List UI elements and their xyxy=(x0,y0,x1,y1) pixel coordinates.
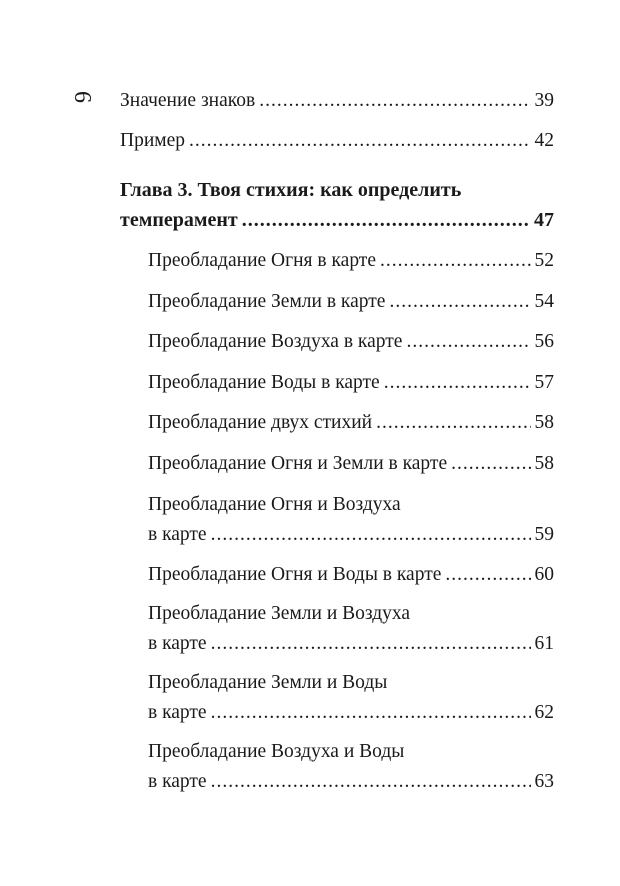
toc-entry-page: 63 xyxy=(534,771,554,792)
toc-entry-title: Преобладание Огня в карте xyxy=(148,250,376,271)
toc-entry-title-line2: темперамент xyxy=(120,209,238,231)
toc-entry-title: Преобладание двух стихий xyxy=(148,412,373,433)
dot-leader xyxy=(189,126,530,156)
toc-entry[interactable] xyxy=(148,668,554,728)
toc-entry[interactable] xyxy=(148,560,554,590)
toc-entry[interactable] xyxy=(148,449,554,479)
toc-entry[interactable] xyxy=(148,246,554,276)
dot-leader xyxy=(380,246,531,276)
toc-chapter-entry[interactable] xyxy=(120,175,554,235)
toc-entry-page: 59 xyxy=(534,524,554,545)
toc-entry[interactable] xyxy=(120,126,554,156)
page-number: 6 xyxy=(69,91,95,103)
dot-leader xyxy=(376,408,530,438)
dot-leader xyxy=(211,520,531,550)
dot-leader xyxy=(211,767,531,797)
toc-entry-page: 62 xyxy=(534,702,554,723)
toc-entry-title-line2: в карте xyxy=(148,633,207,654)
toc-entry-page: 42 xyxy=(534,130,554,151)
toc-entry-title-line1: Глава 3. Твоя стихия: как определить xyxy=(120,179,462,201)
toc-entry-title: Преобладание Воздуха в карте xyxy=(148,331,403,352)
toc-entry[interactable] xyxy=(148,408,554,438)
toc-entry[interactable] xyxy=(148,368,554,398)
toc-entry[interactable] xyxy=(148,737,554,797)
toc-entry-title: Преобладание Воды в карте xyxy=(148,372,380,393)
toc-entry-page: 60 xyxy=(534,564,554,585)
toc-entry-page: 58 xyxy=(534,453,554,474)
toc-entry-title: Преобладание Огня и Земли в карте xyxy=(148,453,448,474)
toc-entry-title: Значение знаков xyxy=(120,90,256,111)
toc-entry-title-line1: Преобладание Огня и Воздуха xyxy=(148,494,401,515)
dot-leader xyxy=(259,86,530,116)
toc-entry-page: 54 xyxy=(534,291,554,312)
toc-entry[interactable] xyxy=(148,287,554,317)
toc-entry[interactable] xyxy=(148,490,554,550)
toc-entry[interactable] xyxy=(120,86,554,116)
toc-entry-title-line1: Преобладание Земли и Воздуха xyxy=(148,603,411,624)
dot-leader xyxy=(445,560,530,590)
dot-leader xyxy=(384,368,531,398)
toc-entry-page: 57 xyxy=(534,372,554,393)
toc-entry-page: 39 xyxy=(534,90,554,111)
dot-leader xyxy=(211,629,531,659)
toc-entry-title-line2: в карте xyxy=(148,524,207,545)
toc-entry-page: 58 xyxy=(534,412,554,433)
toc-entry-page: 61 xyxy=(534,633,554,654)
toc-entry-title-line2: в карте xyxy=(148,702,207,723)
toc-entry[interactable] xyxy=(148,599,554,659)
toc-entry-title: Преобладание Земли в карте xyxy=(148,291,386,312)
dot-leader xyxy=(211,698,531,728)
toc-entry-title-line1: Преобладание Воздуха и Воды xyxy=(148,741,405,762)
dot-leader xyxy=(389,287,530,317)
toc-entry-page: 56 xyxy=(534,331,554,352)
toc-entry-title: Преобладание Огня и Воды в карте xyxy=(148,564,442,585)
dot-leader xyxy=(451,449,530,479)
toc-entry-page: 52 xyxy=(534,250,554,271)
toc-entry-title: Пример xyxy=(120,130,186,151)
dot-leader xyxy=(406,327,530,357)
dot-leader xyxy=(242,205,530,235)
toc-entry-title-line2: в карте xyxy=(148,771,207,792)
toc-entry-page: 47 xyxy=(534,209,554,231)
toc-entry[interactable] xyxy=(148,327,554,357)
toc-entry-title-line1: Преобладание Земли и Воды xyxy=(148,672,388,693)
